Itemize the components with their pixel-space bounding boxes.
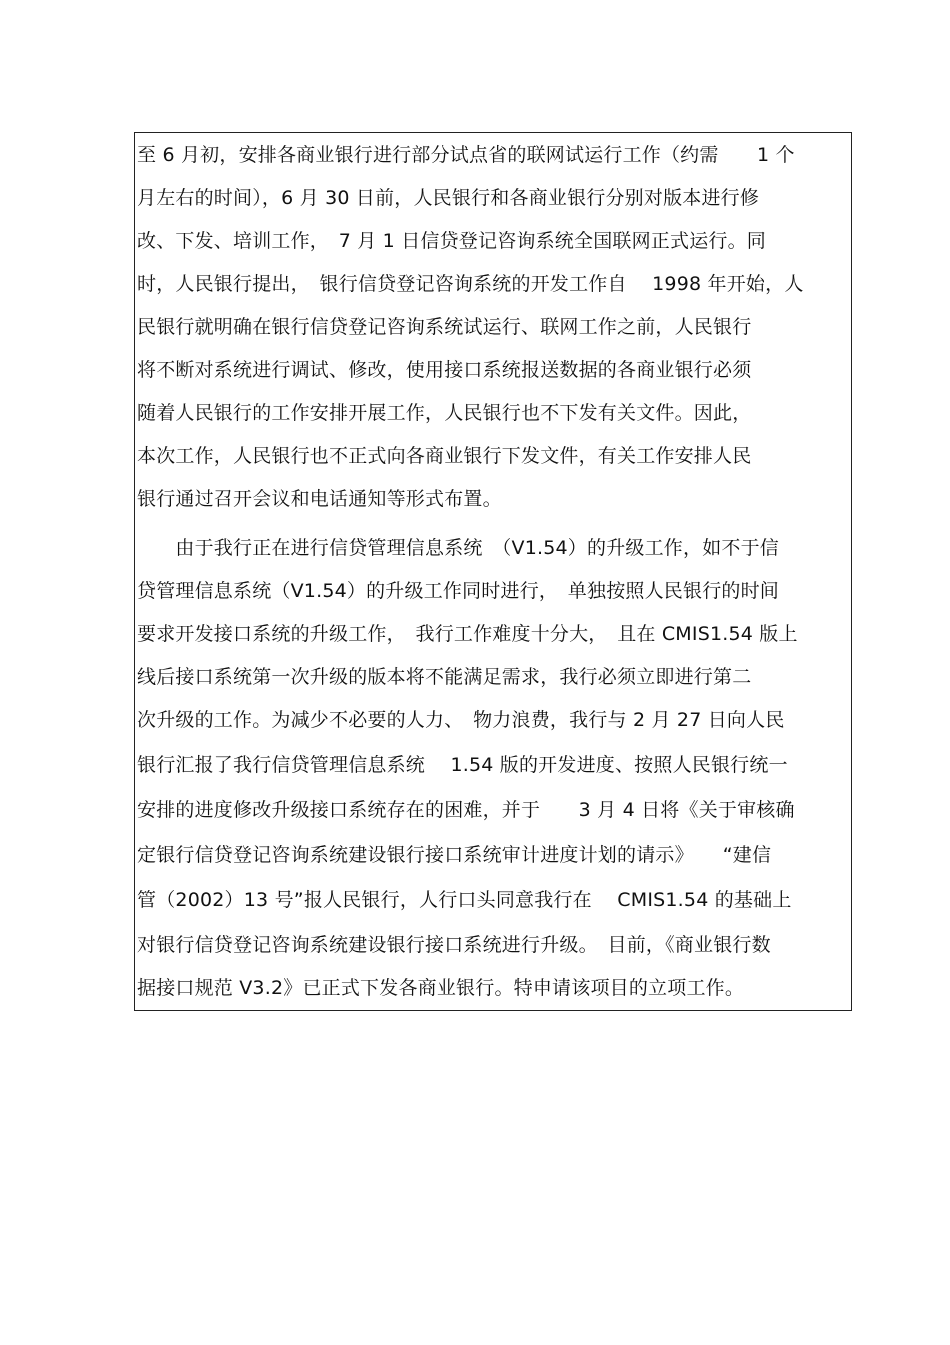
text-line: 据接口规范 V3.2》已正式下发各商业银行。特申请该项目的立项工作。 [137,977,745,999]
text-line: 月左右的时间），6 月 30 日前，人民银行和各商业银行分别对版本进行修 [137,187,760,209]
text-line: 定银行信贷登记咨询系统建设银行接口系统审计进度计划的请示》 “建信 [137,844,772,866]
text-line: 管（2002）13 号”报人民银行，人行口头同意我行在 CMIS1.54 的基础上 [137,889,792,911]
text-line: 贷管理信息系统（V1.54）的升级工作同时进行， 单独按照人民银行的时间 [137,580,780,602]
text-line: 时，人民银行提出， 银行信贷登记咨询系统的开发工作自 1998 年开始，人 [137,273,804,295]
text-line: 至 6 月初，安排各商业银行进行部分试点省的联网试运行工作（约需 1 个 [137,144,795,166]
text-line: 改、下发、培训工作， 7 月 1 日信贷登记咨询系统全国联网正式运行。同 [137,230,766,252]
text-line: 民银行就明确在银行信贷登记咨询系统试运行、联网工作之前，人民银行 [137,316,752,338]
text-line: 安排的进度修改升级接口系统存在的困难，并于 3 月 4 日将《关于审核确 [137,799,795,821]
text-line: 对银行信贷登记咨询系统建设银行接口系统进行升级。 目前，《商业银行数 [137,934,771,956]
text-line: 次升级的工作。为减少不必要的人力、 物力浪费，我行与 2 月 27 日向人民 [137,709,785,731]
text-line: 由于我行正在进行信贷管理信息系统 （V1.54）的升级工作，如不于信 [137,537,780,559]
text-line: 银行汇报了我行信贷管理信息系统 1.54 版的开发进度、按照人民银行统一 [137,754,788,776]
text-line: 要求开发接口系统的升级工作， 我行工作难度十分大， 且在 CMIS1.54 版上 [137,623,798,645]
text-line: 银行通过召开会议和电话通知等形式布置。 [137,488,502,510]
text-line: 本次工作，人民银行也不正式向各商业银行下发文件，有关工作安排人民 [137,445,752,467]
text-line: 线后接口系统第一次升级的版本将不能满足需求，我行必须立即进行第二 [137,666,752,688]
text-line: 随着人民银行的工作安排开展工作，人民银行也不下发有关文件。因此， [137,402,752,424]
text-line: 将不断对系统进行调试、修改，使用接口系统报送数据的各商业银行必须 [137,359,752,381]
document-text-frame [134,132,852,1011]
